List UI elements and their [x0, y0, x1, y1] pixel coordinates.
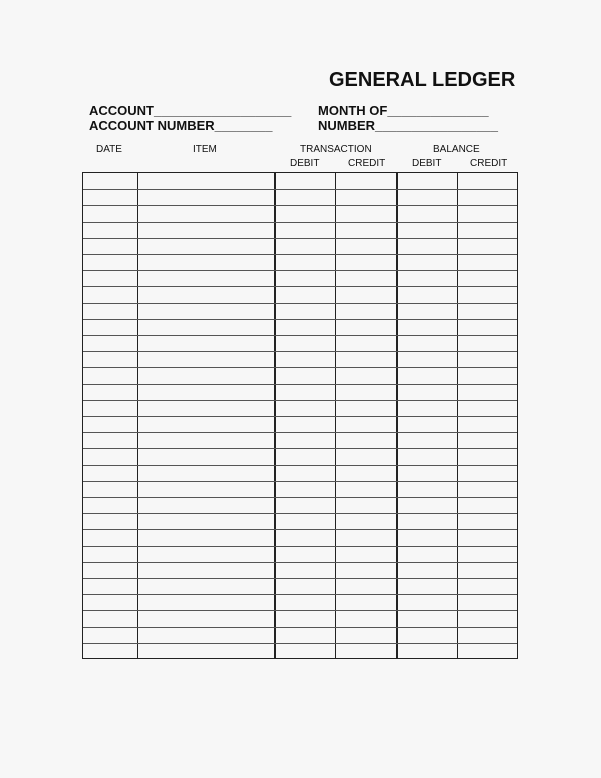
ledger-row-line: [83, 351, 517, 352]
ledger-row-line: [83, 643, 517, 644]
transaction-debit-header: DEBIT: [290, 158, 320, 169]
ledger-row-line: [83, 319, 517, 320]
ledger-row-line: [83, 189, 517, 190]
ledger-row-line: [83, 416, 517, 417]
ledger-row-line: [83, 546, 517, 547]
ledger-row-line: [83, 400, 517, 401]
ledger-row-line: [83, 610, 517, 611]
ledger-row-line: [83, 448, 517, 449]
ledger-row-line: [83, 270, 517, 271]
ledger-row-line: [83, 481, 517, 482]
ledger-row-line: [83, 578, 517, 579]
number-field: NUMBER_________________: [318, 118, 498, 133]
transaction-credit-header: CREDIT: [348, 158, 386, 169]
ledger-row-line: [83, 238, 517, 239]
ledger-row-line: [83, 562, 517, 563]
ledger-row-line: [83, 367, 517, 368]
balance-credit-header: CREDIT: [470, 158, 508, 169]
ledger-row-line: [83, 222, 517, 223]
month-of-field: MONTH OF______________: [318, 103, 489, 118]
balance-debit-header: DEBIT: [412, 158, 442, 169]
item-column-header: ITEM: [193, 144, 217, 155]
ledger-row-line: [83, 384, 517, 385]
account-number-field: ACCOUNT NUMBER________: [89, 118, 273, 133]
ledger-row-line: [83, 594, 517, 595]
ledger-row-line: [83, 529, 517, 530]
ledger-row-line: [83, 513, 517, 514]
transaction-group-header: TRANSACTION: [300, 144, 372, 155]
ledger-row-line: [83, 335, 517, 336]
date-column-header: DATE: [96, 144, 122, 155]
ledger-row-line: [83, 286, 517, 287]
balance-group-header: BALANCE: [433, 144, 480, 155]
page-title: GENERAL LEDGER: [329, 69, 516, 91]
ledger-row-line: [83, 627, 517, 628]
ledger-row-line: [83, 205, 517, 206]
account-field: ACCOUNT___________________: [89, 103, 292, 118]
ledger-row-line: [83, 432, 517, 433]
ledger-row-line: [83, 254, 517, 255]
ledger-row-line: [83, 497, 517, 498]
ledger-table: [82, 172, 518, 659]
ledger-row-line: [83, 303, 517, 304]
ledger-row-line: [83, 465, 517, 466]
